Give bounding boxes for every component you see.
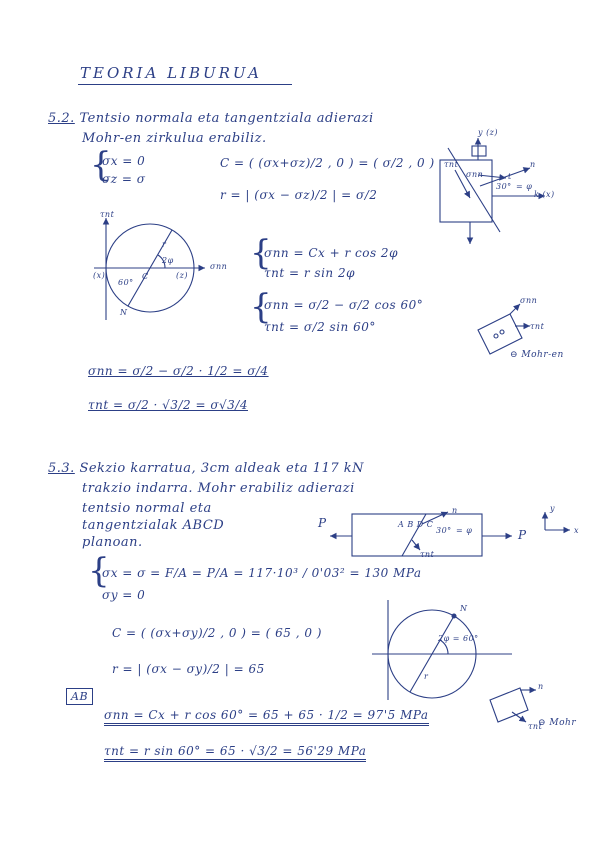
s52-res1-text: σnn = σ/2 − σ/2 · 1/2 = σ/4: [88, 364, 269, 378]
s52-point-n: N: [120, 308, 128, 317]
s52-line2: Mohr-en zirkulua erabiliz.: [82, 131, 267, 146]
s52-number: 5.2.: [48, 111, 75, 126]
s53-bar-tau: τnt: [420, 550, 435, 559]
s52-sys1: σx = 0: [102, 154, 146, 168]
s53-bar-points: A B D C: [398, 520, 434, 529]
s52-gen2: τnt = r sin 2φ: [264, 266, 355, 280]
s52-angle-label: 2φ: [162, 256, 174, 265]
s53-mohr-r: r: [424, 672, 429, 681]
s53-sy: σy = 0: [102, 588, 146, 602]
s53-tau-vector: [412, 540, 420, 550]
s53-bar-angle: 30°: [436, 526, 452, 535]
s52-elem-t: t: [508, 172, 512, 181]
s52-stress-element: [440, 138, 545, 244]
s52-res2-text: τnt = σ/2 · √3/2 = σ√3/4: [88, 398, 248, 412]
s52-top-box: [472, 146, 486, 156]
s53-axis-y: y: [550, 504, 556, 513]
s52-point-r: r: [162, 240, 167, 249]
s52-small-snn: σnn: [520, 296, 538, 305]
page-title: TEORIA LIBURUA: [80, 64, 262, 82]
s53-sx: σx = σ = F/A = P/A = 117·10³ / 0'03² = 130 MPa: [102, 566, 422, 580]
s53-small-element: [490, 688, 536, 722]
s52-center: C = ( (σx+σz)/2 , 0 ) = ( σ/2 , 0 ): [220, 156, 435, 170]
s53-p-left: P: [318, 516, 327, 530]
s53-small-n-label: n: [538, 682, 544, 691]
s52-elem-y: y (z): [478, 128, 499, 137]
s53-snn-text: σnn = Cx + r cos 60° = 65 + 65 · 1/2 = 97'5 MPa: [104, 708, 429, 726]
s52-deg-label: 60°: [118, 278, 134, 287]
s52-elem-k: k (x): [534, 190, 555, 199]
s53-tnt-text: τnt = r sin 60° = 65 · √3/2 = 56'29 MPa: [104, 744, 366, 762]
s53-p-right: P: [518, 528, 527, 542]
s52-elem-30: 30°: [496, 182, 512, 191]
s53-line2: trakzio indarra. Mohr erabiliz adierazi: [82, 481, 355, 496]
s52-elem-phi: = φ: [516, 182, 533, 191]
s52-elem-sigma: σnn: [466, 170, 484, 179]
s52-sys2: σz = σ: [102, 172, 146, 186]
s53-axis-x: x: [574, 526, 580, 535]
s53-small-square: [490, 688, 528, 722]
s52-brace: {: [90, 145, 112, 185]
s53-small-t-label: τnt: [528, 722, 543, 731]
s52-small-tnt: τnt: [530, 322, 545, 331]
s52-axis-tau: τnt: [100, 210, 115, 219]
s53-center: C = ( (σx+σy)/2 , 0 ) = ( 65 , 0 ): [112, 626, 322, 640]
s52-small-dot1: [494, 334, 498, 338]
s52-small-n: [510, 304, 520, 314]
s52-gen1: σnn = Cx + r cos 2φ: [264, 246, 398, 260]
s52-point-z: (z): [176, 271, 188, 280]
s53-mohr-diagram: [372, 600, 512, 700]
s52-sub-brace: {: [250, 287, 272, 327]
s53-brace: {: [88, 551, 110, 591]
s53-point-n: [452, 614, 456, 618]
s52-small-square: [478, 314, 522, 354]
s52-radius: r = | (σx − σz)/2 | = σ/2: [220, 188, 378, 202]
s52-axis-sigma: σnn: [210, 262, 228, 271]
s52-point-c: C: [142, 272, 149, 281]
s53-mohr-label: ⊖ Mohr: [538, 718, 577, 728]
s53-line3: tentsio normal eta: [82, 501, 212, 516]
s52-small-element: [478, 304, 530, 354]
s53-line1: Sekzio karratua, 3cm aldeak eta 117 kN: [79, 461, 365, 476]
s53-line4: tangentzialak ABCD: [82, 518, 225, 533]
s52-elem-tau: τnt: [444, 160, 459, 169]
s53-mohr-angle: 2φ = 60°: [438, 634, 479, 643]
s53-bar-phi: = φ: [456, 526, 473, 535]
s52-gen-brace: {: [250, 233, 272, 273]
s53-number: 5.3.: [48, 461, 75, 476]
s52-sub2: τnt = σ/2 sin 60°: [264, 320, 376, 334]
s52-line1: Tentsio normala eta tangentziala adierazi: [79, 111, 374, 126]
s52-mohr-label: ⊖ Mohr-en: [510, 350, 564, 360]
s52-sub1: σnn = σ/2 − σ/2 cos 60°: [264, 298, 424, 312]
s53-bar-n: n: [452, 506, 458, 515]
s53-line5: planoan.: [82, 535, 143, 550]
s53-plane-box: AB: [66, 688, 93, 705]
s53-mohr-n: N: [460, 604, 468, 613]
s52-elem-n: n: [530, 160, 536, 169]
s52-small-dot2: [500, 330, 504, 334]
s52-mohr-diagram: [94, 218, 205, 320]
s53-radius: r = | (σx − σy)/2 | = 65: [112, 662, 265, 676]
s52-point-x: (x): [93, 271, 106, 280]
